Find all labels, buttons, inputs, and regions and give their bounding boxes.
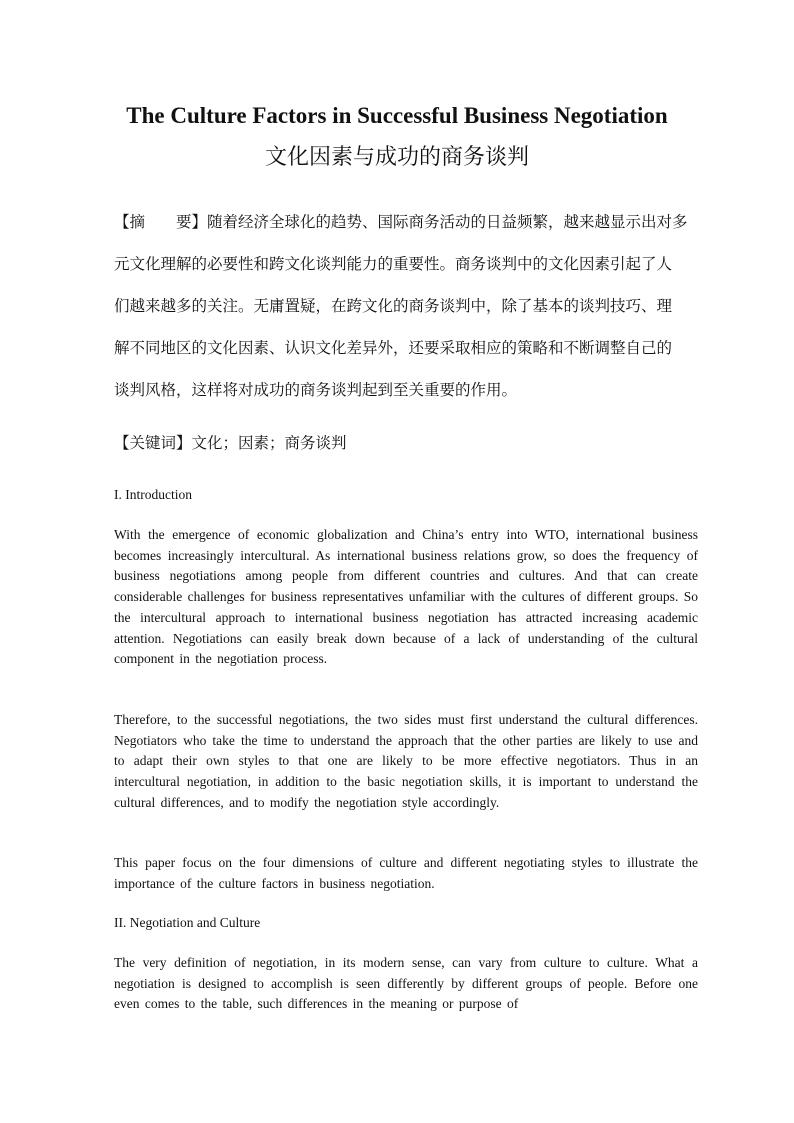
section-heading-introduction: I. Introduction: [114, 487, 192, 502]
body-paragraph: This paper focus on the four dimensions of culture and different negotiating styles to illustrate the importance of the culture factors in business negotiation.: [114, 855, 698, 891]
abstract-line: 解不同地区的文化因素、认识文化差异外，还要采取相应的策略和不断调整自己的: [114, 339, 673, 357]
body-paragraph: With the emergence of economic globalization and China’s entry into WTO, international business becomes increasingly intercultural. As international business relations grow, so does the frequency of business negotiations among people from different countries and cultures. And that can create considerable challenges for business representatives unfamiliar with the cultures of different groups. So the intercultural approach to international business negotiation has attracted increasing academic attention. Negotiations can easily break down because of a lack of understanding of the cultural component in the negotiation process.: [114, 527, 698, 667]
abstract-text: 随着经济全球化的趋势、国际商务活动的日益频繁，越来越显示出对多: [207, 213, 688, 231]
keywords-text: 文化；因素；商务谈判: [191, 434, 347, 452]
section-heading-negotiation-culture: II. Negotiation and Culture: [114, 915, 261, 930]
abstract-line: 们越来越多的关注。无庸置疑，在跨文化的商务谈判中，除了基本的谈判技巧、理: [114, 297, 673, 315]
abstract-block: [114, 201, 698, 411]
document-title-english: The Culture Factors in Successful Business Negotiation: [126, 103, 668, 128]
body-paragraph: The very definition of negotiation, in its modern sense, can vary from culture to culture. What a negotiation is designed to accomplish is seen differently by different groups of people. Before one even comes to the table, such differences in the meaning or purpose of: [114, 955, 698, 1012]
body-paragraph: Therefore, to the successful negotiations, the two sides must first understand the cultural differences. Negotiators who take the time to understand the approach that the other parties are likely to use and to adapt their own styles to that one are likely to be more effective negotiators. Thus in an intercultural negotiation, in addition to the basic negotiation skills, it is important to understand the cultural differences, and to modify the negotiation style accordingly.: [114, 712, 698, 810]
keywords-label: 【关键词】: [114, 434, 192, 452]
keywords-line: [114, 428, 698, 458]
abstract-line: 谈判风格，这样将对成功的商务谈判起到至关重要的作用。: [114, 381, 518, 399]
abstract-line: 元文化理解的必要性和跨文化谈判能力的重要性。商务谈判中的文化因素引起了人: [114, 255, 673, 273]
abstract-label: 【摘 要】: [114, 213, 208, 231]
abstract-line: [114, 201, 698, 243]
document-title-chinese: 文化因素与成功的商务谈判: [264, 145, 529, 170]
